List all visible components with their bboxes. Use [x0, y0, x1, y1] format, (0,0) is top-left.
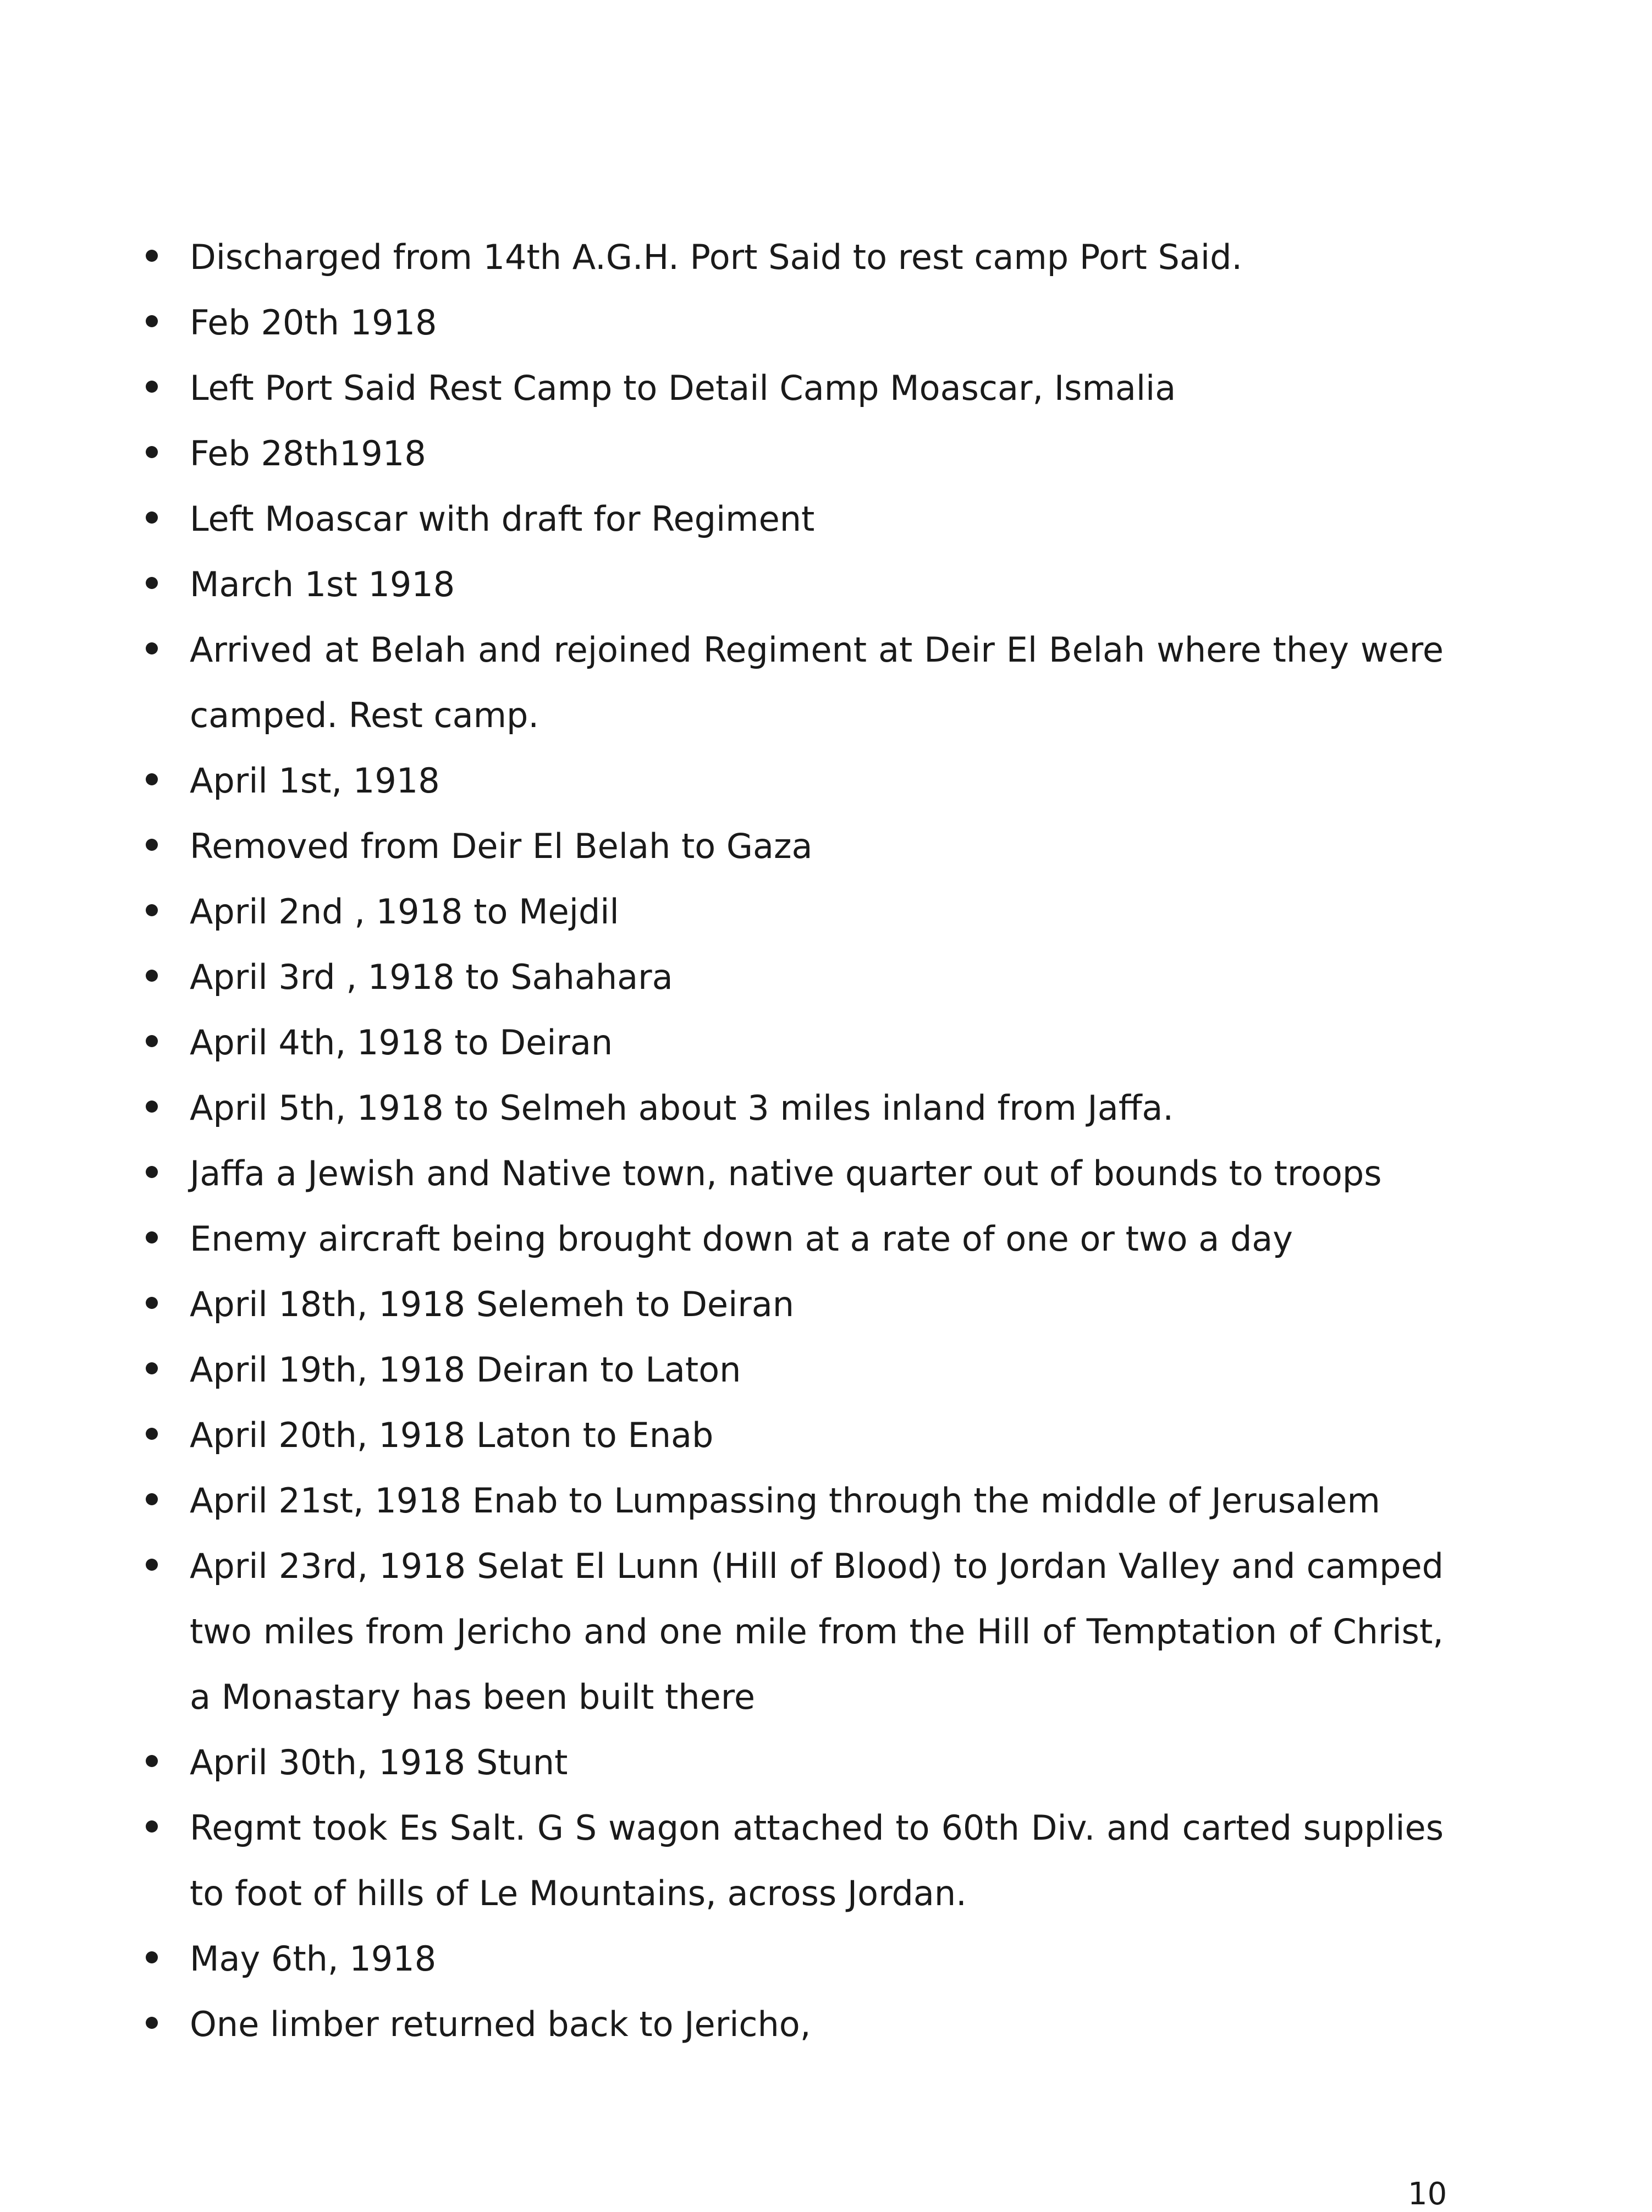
- entry-text: April 4th, 1918 to Deiran: [190, 1022, 613, 1063]
- entry-text: April 2nd , 1918 to Mejdil: [190, 892, 619, 932]
- list-item: [146, 1141, 1444, 1206]
- bullet-icon: [146, 1820, 158, 1833]
- bullet-icon: [146, 315, 158, 327]
- entry-text: Feb 28th1918: [190, 433, 426, 474]
- entry-text: Left Port Said Rest Camp to Detail Camp Moascar, Ismalia: [190, 368, 1176, 408]
- entry-text: April 20th, 1918 Laton to Enab: [190, 1415, 714, 1455]
- bullet-icon: [146, 904, 158, 916]
- bullet-icon: [146, 1951, 158, 1963]
- entry-text: Arrived at Belah and rejoined Regiment at Deir El Belah where they were camped. Rest camp.: [190, 630, 1444, 735]
- bullet-icon: [146, 381, 158, 393]
- entry-text: Jaffa a Jewish and Native town, native quarter out of bounds to troops: [190, 1153, 1382, 1193]
- entry-text: March 1st 1918: [190, 564, 455, 604]
- entry-text: April 30th, 1918 Stunt: [190, 1742, 568, 1782]
- entry-text: May 6th, 1918: [190, 1939, 437, 1979]
- list-item: [146, 552, 1444, 617]
- bullet-icon: [146, 1362, 158, 1374]
- bullet-icon: [146, 446, 158, 458]
- list-item: [146, 813, 1444, 879]
- list-item: [146, 421, 1444, 486]
- list-item: [146, 486, 1444, 552]
- entry-text: Left Moascar with draft for Regiment: [190, 499, 815, 539]
- bullet-icon: [146, 577, 158, 589]
- entry-text: April 5th, 1918 to Selmeh about 3 miles inland from Jaffa.: [190, 1088, 1174, 1128]
- entry-text: Discharged from 14th A.G.H. Port Said to rest camp Port Said.: [190, 237, 1243, 277]
- entry-text: April 1st, 1918: [190, 761, 440, 801]
- bullet-icon: [146, 1493, 158, 1505]
- entry-text: April 23rd, 1918 Selat El Lunn (Hill of Blood) to Jordan Valley and camped two miles from Jericho and one mile from the Hill of Temptation of Christ, a Monastary has been built there: [190, 1546, 1444, 1717]
- bullet-icon: [146, 2017, 158, 2029]
- entry-text: One limber returned back to Jericho,: [190, 2004, 811, 2044]
- bullet-icon: [146, 1297, 158, 1309]
- list-item: [146, 944, 1444, 1010]
- list-item: [146, 1272, 1444, 1337]
- bullet-icon: [146, 1428, 158, 1440]
- bullet-icon: [146, 1559, 158, 1571]
- bullet-icon: [146, 1035, 158, 1047]
- list-item: [146, 1730, 1444, 1795]
- bullet-icon: [146, 839, 158, 851]
- list-item: [146, 1533, 1444, 1730]
- bullet-icon: [146, 250, 158, 262]
- list-item: [146, 1468, 1444, 1533]
- list-item: [146, 1337, 1444, 1402]
- list-item: [146, 879, 1444, 944]
- bullet-icon: [146, 642, 158, 654]
- bullet-icon: [146, 1231, 158, 1243]
- list-item: [146, 355, 1444, 421]
- list-item: [146, 1991, 1444, 2057]
- bullet-icon: [146, 970, 158, 982]
- entry-text: Removed from Deir El Belah to Gaza: [190, 826, 813, 866]
- entry-text: Regmt took Es Salt. G S wagon attached to 60th Div. and carted supplies to foot of hills of Le Mountains, across Jordan.: [190, 1808, 1444, 1913]
- page-number: 10: [1408, 2176, 1447, 2212]
- bullet-icon: [146, 1755, 158, 1767]
- bullet-icon: [146, 1166, 158, 1178]
- list-item: [146, 1795, 1444, 1926]
- bullet-icon: [146, 773, 158, 785]
- entry-text: April 19th, 1918 Deiran to Laton: [190, 1350, 741, 1390]
- list-item: [146, 1075, 1444, 1141]
- bullet-icon: [146, 511, 158, 524]
- entry-text: April 21st, 1918 Enab to Lumpassing through the middle of Jerusalem: [190, 1481, 1380, 1521]
- list-item: [146, 1010, 1444, 1075]
- list-item: [146, 617, 1444, 748]
- bullet-icon: [146, 1101, 158, 1113]
- list-item: [146, 224, 1444, 290]
- list-item: [146, 1402, 1444, 1468]
- entry-text: April 18th, 1918 Selemeh to Deiran: [190, 1284, 795, 1324]
- diary-entry-list: [146, 224, 1444, 2057]
- entry-text: Feb 20th 1918: [190, 302, 437, 343]
- list-item: [146, 1206, 1444, 1272]
- list-item: [146, 748, 1444, 813]
- list-item: [146, 1926, 1444, 1991]
- entry-text: April 3rd , 1918 to Sahahara: [190, 957, 673, 997]
- entry-text: Enemy aircraft being brought down at a rate of one or two a day: [190, 1219, 1293, 1259]
- list-item: [146, 290, 1444, 355]
